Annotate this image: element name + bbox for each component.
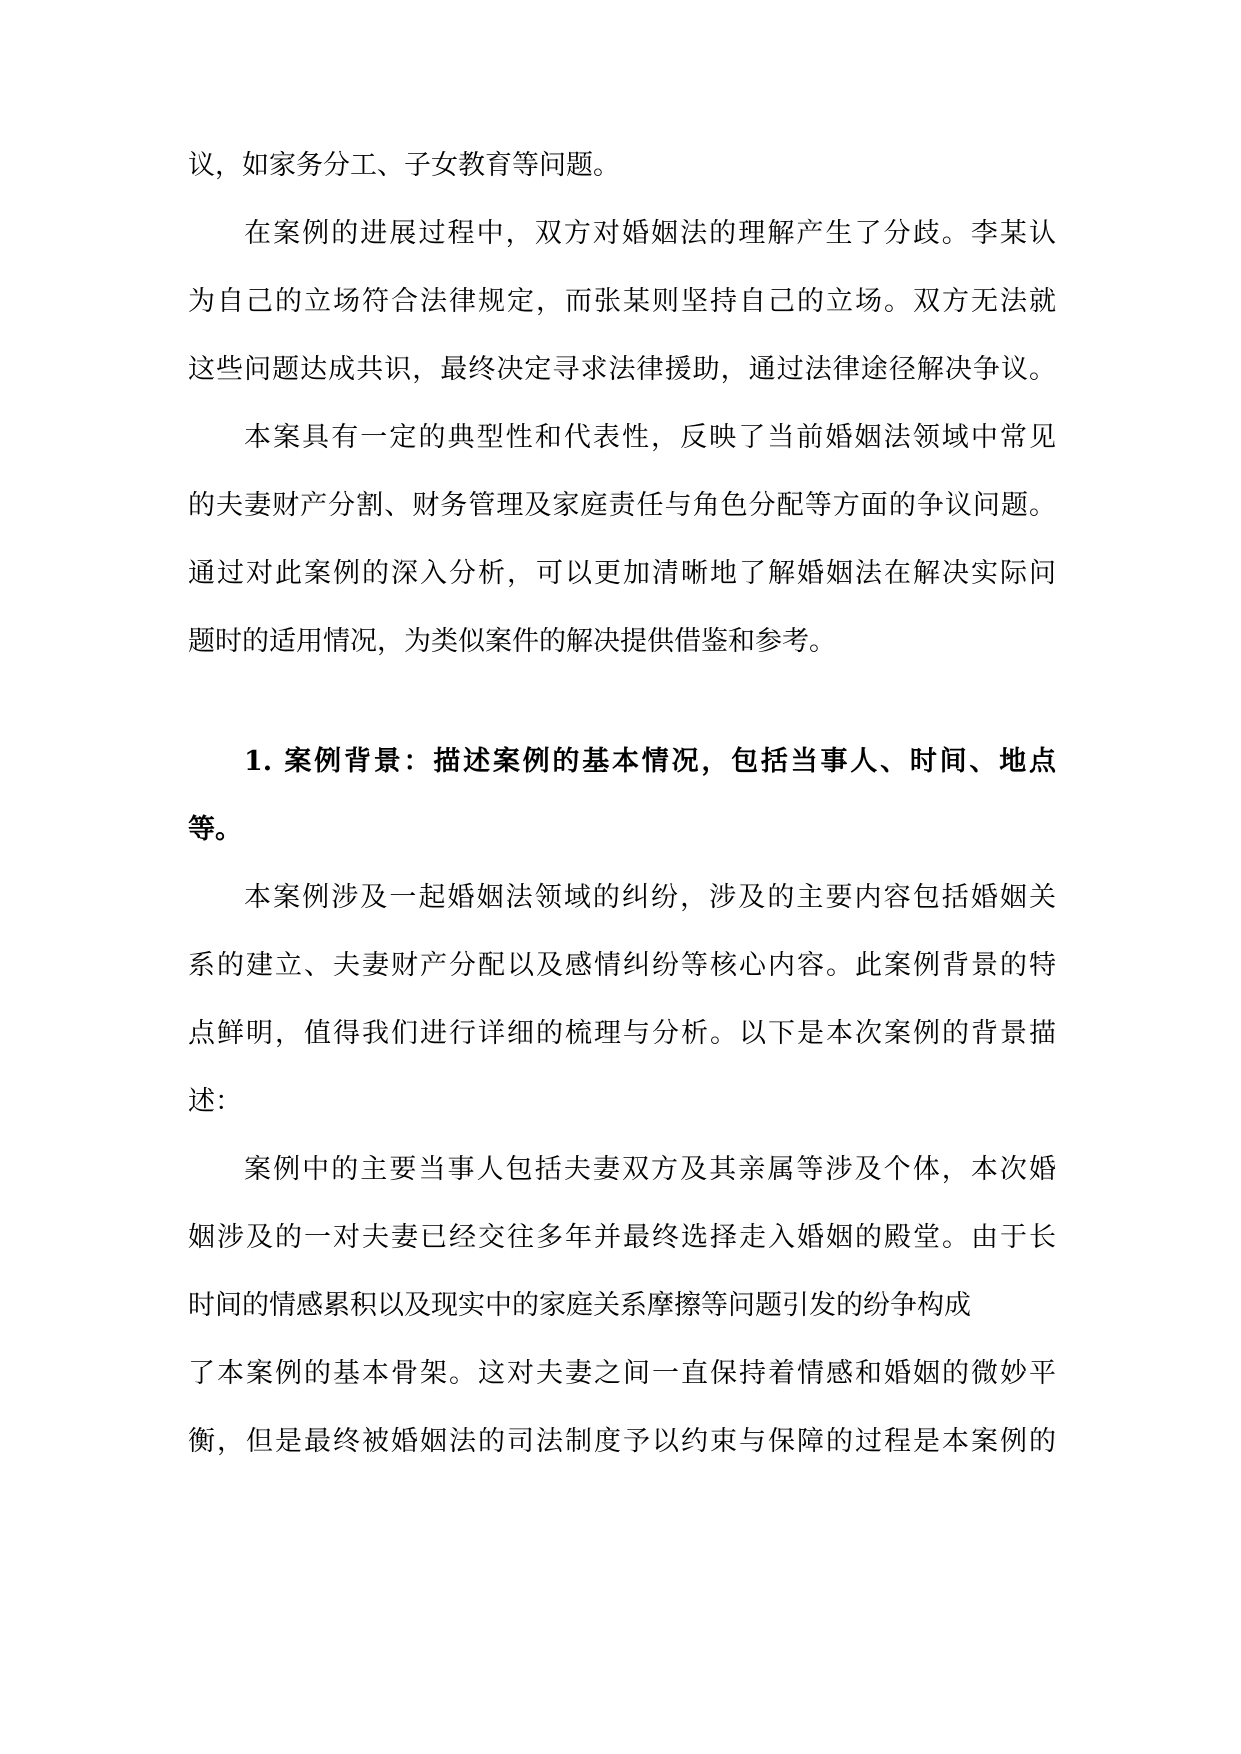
paragraph-line: 的夫妻财产分割、财务管理及家庭责任与角色分配等方面的争议问题。 xyxy=(188,490,1056,521)
section-spacer xyxy=(188,688,1056,740)
paragraph-line: 了本案例的基本骨架。这对夫妻之间一直保持着情感和婚姻的微妙平 xyxy=(188,1358,1056,1389)
paragraph-line: 时间的情感累积以及现实中的家庭关系摩擦等问题引发的纷争构成 xyxy=(188,1290,971,1321)
section-heading: 1. 案例背景：描述案例的基本情况，包括当事人、时间、地点 xyxy=(244,746,1056,777)
paragraph-line: 述： xyxy=(188,1086,242,1117)
paragraph-line: 系的建立、夫妻财产分配以及感情纠纷等核心内容。此案例背景的特 xyxy=(188,950,1056,981)
paragraph-line: 本案例涉及一起婚姻法领域的纠纷，涉及的主要内容包括婚姻关 xyxy=(244,882,1056,913)
paragraph-line: 案例中的主要当事人包括夫妻双方及其亲属等涉及个体，本次婚 xyxy=(244,1154,1056,1185)
paragraph-line: 议，如家务分工、子女教育等问题。 xyxy=(188,150,620,181)
paragraph-line: 在案例的进展过程中，双方对婚姻法的理解产生了分歧。李某认 xyxy=(244,218,1056,249)
paragraph-line: 本案具有一定的典型性和代表性，反映了当前婚姻法领域中常见 xyxy=(244,422,1056,453)
paragraph-line: 为自己的立场符合法律规定，而张某则坚持自己的立场。双方无法就 xyxy=(188,286,1056,317)
paragraph-line: 点鲜明，值得我们进行详细的梳理与分析。以下是本次案例的背景描 xyxy=(188,1018,1056,1049)
paragraph-line: 题时的适用情况，为类似案件的解决提供借鉴和参考。 xyxy=(188,626,836,657)
document-body xyxy=(188,144,1056,1488)
paragraph-line: 这些问题达成共识，最终决定寻求法律援助，通过法律途径解决争议。 xyxy=(188,354,1056,385)
paragraph-line: 衡，但是最终被婚姻法的司法制度予以约束与保障的过程是本案例的 xyxy=(188,1426,1056,1457)
paragraph-line: 姻涉及的一对夫妻已经交往多年并最终选择走入婚姻的殿堂。由于长 xyxy=(188,1222,1056,1253)
paragraph-line: 通过对此案例的深入分析，可以更加清晰地了解婚姻法在解决实际问 xyxy=(188,558,1056,589)
section-heading-continuation: 等。 xyxy=(188,814,242,845)
